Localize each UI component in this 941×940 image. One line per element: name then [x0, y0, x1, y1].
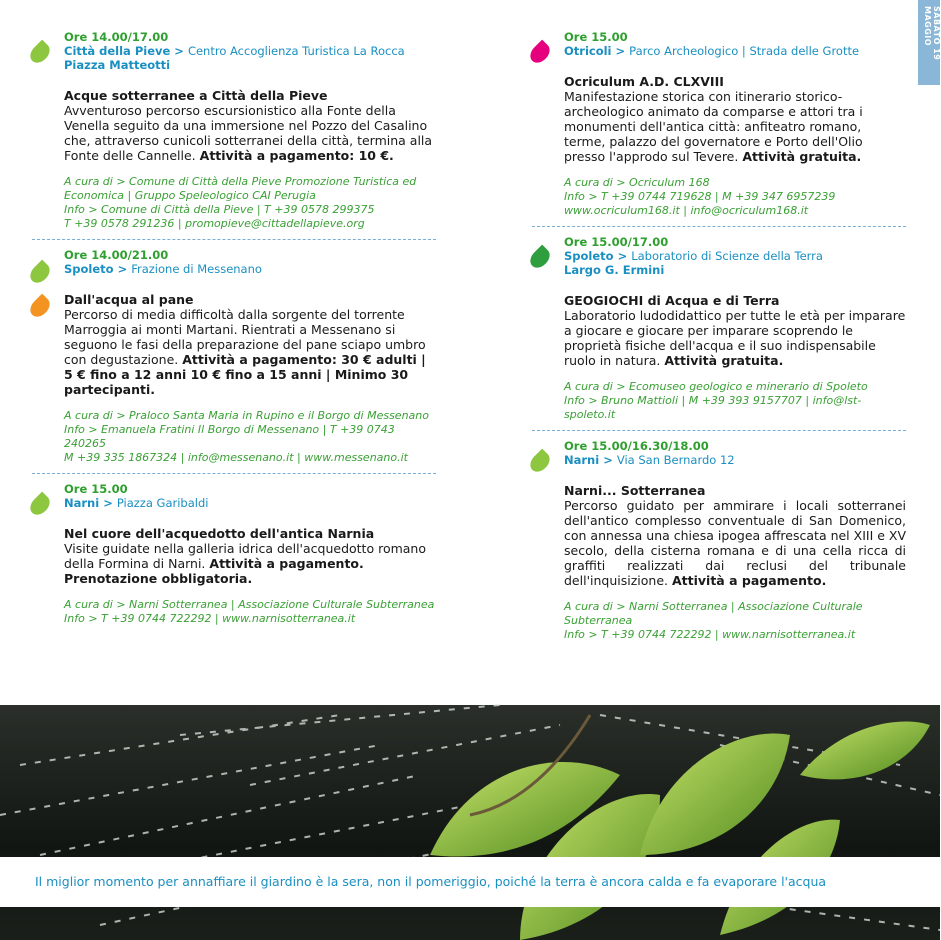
event-location: Spoleto > Frazione di Messenano — [64, 262, 262, 276]
event-title: Ocriculum A.D. CLXVIII — [564, 74, 724, 89]
event-description: Percorso di media difficoltà dalla sorgente del torrente Marroggia ai monti Martani. Rientrati a Messenano si seguono le fasi della preparazione del pane sciapo umbro con degustazione. Attività a pagamento: 30 € adulti | 5 € fino a 12 anni 10 € fino a 15 anni | Minimo 30 partecipanti. — [64, 307, 426, 397]
event-credits: A cura di > Comune di Città della Pieve Promozione Turistica ed Economica | Gruppo Speleologico CAI Perugia Info > Comune di Città della Pieve | T +39 0578 299375 T +39 0578 291236 | promopieve@cittadellapieve.org — [64, 175, 417, 230]
event-description: Avventuroso percorso escursionistico alla Fonte della Venella seguito da una immersione nel Pozzo del Casalino che, attraverso cunicoli sotterranei della città, termina alla Fonte delle Cannelle. Attività a pagamento: 10 €. — [64, 103, 433, 163]
event-description: Visite guidate nella galleria idrica dell'acquedotto romano della Formina di Narni. Attività a pagamento. Prenotazione obbligatoria. — [64, 541, 426, 586]
tip-banner — [0, 857, 940, 907]
event-title: GEOGIOCHI di Acqua e di Terra — [564, 293, 780, 308]
event-narni-acquedotto — [32, 482, 436, 626]
event-description: Percorso guidato per ammirare i locali sotterranei dell'antico complesso conventuale di San Domenico, con annessa una chiesa ipogea affrescata nel XIII e XV secolo, della cisterna romana e di una cella ricca di graffiti realizzati dai reclusi del tribunale dell'inquisizione. Attività a pagamento. — [564, 498, 907, 588]
event-location: Otricoli > Parco Archeologico | Strada delle Grotte — [564, 44, 860, 58]
event-time: Ore 15.00 — [64, 482, 128, 496]
event-credits: A cura di > Narni Sotterranea | Associazione Culturale Subterranea Info > T +39 0744 722292 | www.narnisotterranea.it — [64, 598, 435, 625]
date-side-tab — [918, 0, 940, 85]
event-narni-sotterranea — [532, 439, 906, 642]
event-time: Ore 15.00/16.30/18.00 — [564, 439, 709, 453]
event-title: Narni... Sotterranea — [564, 483, 706, 498]
event-location: Spoleto > Laboratorio di Scienze della Terra — [564, 249, 823, 263]
event-time: Ore 14.00/17.00 — [64, 30, 169, 44]
water-drop-icon — [527, 245, 554, 272]
left-column — [32, 30, 436, 626]
event-time: Ore 15.00 — [564, 30, 628, 44]
tip-text: Il miglior momento per annaffiare il giardino è la sera, non il pomeriggio, poiché la terra è ancora calda e fa evaporare l'acqua — [35, 874, 827, 889]
water-drop-icon — [527, 449, 554, 476]
water-drop-icon — [27, 40, 54, 67]
event-otricoli — [532, 30, 906, 218]
divider — [532, 430, 906, 431]
event-location: Narni > Piazza Garibaldi — [64, 496, 209, 510]
water-drop-icon — [527, 40, 554, 67]
event-credits: A cura di > Ocriculum 168 Info > T +39 0744 719628 | M +39 347 6957239 www.ocriculum168.it | info@ocriculum168.it — [564, 176, 836, 217]
event-credits: A cura di > Ecomuseo geologico e minerario di Spoleto Info > Bruno Mattioli | M +39 393 9157707 | info@lst-spoleto.it — [564, 380, 868, 421]
event-credits: A cura di > Narni Sotterranea | Associazione Culturale Subterranea Info > T +39 0744 722292 | www.narnisotterranea.it — [564, 600, 863, 641]
water-drop-icon — [27, 492, 54, 519]
event-spoleto-geogiochi — [532, 235, 906, 422]
event-location-detail: Largo G. Ermini — [564, 263, 665, 277]
water-drop-icon — [27, 260, 54, 287]
divider — [532, 226, 906, 227]
event-spoleto-messenano — [32, 248, 436, 465]
right-column — [532, 30, 906, 642]
event-description: Manifestazione storica con itinerario storico-archeologico animato da comparse e attori tra i monumenti dell'antica città: anfiteatro romano, terme, palazzo del governatore e Porto dell'Olio presso l'approdo sul Tevere. Attività gratuita. — [564, 89, 863, 164]
event-credits: A cura di > Praloco Santa Maria in Rupino e il Borgo di Messenano Info > Emanuela Fratini Il Borgo di Messenano | T +39 0743 240265 M +39 335 1867324 | info@messenano.it | www.messenano.it — [64, 409, 429, 464]
event-location: Narni > Via San Bernardo 12 — [564, 453, 735, 467]
event-location-detail: Piazza Matteotti — [64, 58, 171, 72]
event-location: Città della Pieve > Centro Accoglienza Turistica La Rocca — [64, 44, 405, 58]
date-side-label: SABATO 19 MAGGIO — [923, 6, 941, 61]
event-title: Acque sotterranee a Città della Pieve — [64, 88, 328, 103]
wheat-drop-icon — [27, 294, 54, 321]
event-title: Dall'acqua al pane — [64, 292, 194, 307]
event-time: Ore 14.00/21.00 — [64, 248, 169, 262]
event-citta-della-pieve — [32, 30, 436, 231]
event-title: Nel cuore dell'acquedotto dell'antica Narnia — [64, 526, 375, 541]
divider — [32, 473, 436, 474]
event-time: Ore 15.00/17.00 — [564, 235, 669, 249]
divider — [32, 239, 436, 240]
event-description: Laboratorio ludodidattico per tutte le età per imparare a giocare e giocare per imparare scoprendo le proprietà fisiche dell'acqua e il suo indispensabile ruolo in natura. Attività gratuita. — [564, 308, 906, 368]
